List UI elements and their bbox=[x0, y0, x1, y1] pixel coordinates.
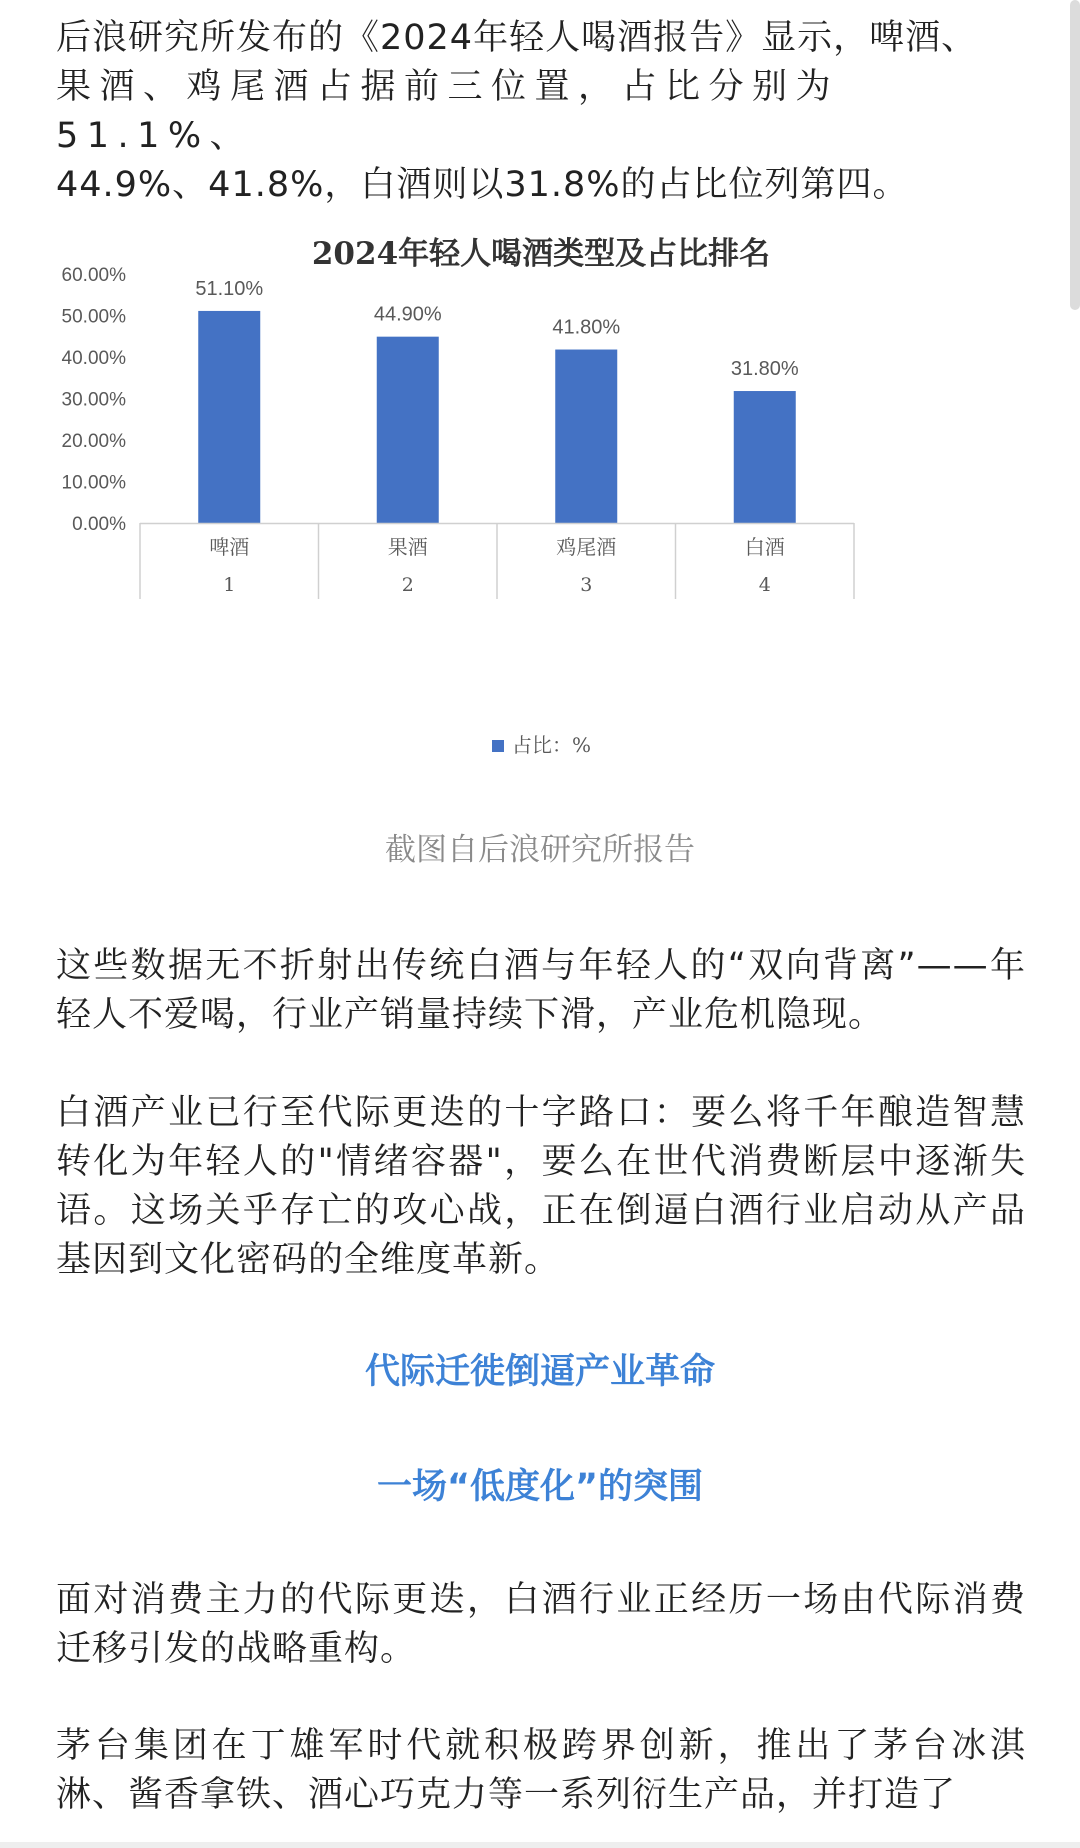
intro-line-3: 44.9%、41.8%，白酒则以31.8%的占比位列第四。 bbox=[56, 165, 909, 205]
x-rank-label: 3 bbox=[580, 574, 593, 596]
bar bbox=[555, 350, 617, 523]
chart-legend bbox=[492, 733, 591, 757]
intro-line-2: 果酒、鸡尾酒占据前三位置，占比分别为51.1%、 bbox=[56, 67, 840, 156]
x-category-label: 啤酒 bbox=[209, 535, 250, 559]
bar-chart bbox=[56, 220, 1026, 780]
x-category-label: 果酒 bbox=[387, 535, 428, 559]
y-tick-label: 60.00% bbox=[61, 265, 126, 286]
bar bbox=[198, 311, 260, 523]
legend-label: 占比：% bbox=[512, 733, 592, 757]
section-heading-1: 代际迁徙倒逼产业革命 bbox=[364, 1352, 715, 1392]
paragraph-2: 这些数据无不折射出传统白酒与年轻人的“双向背离”——年轻人不爱喝，行业产销量持续下滑，产业危机隐现。 bbox=[56, 946, 1026, 1035]
bars bbox=[198, 311, 796, 523]
x-rank-label: 2 bbox=[401, 574, 414, 596]
bar-value-label: 31.80% bbox=[730, 358, 799, 381]
bar-chart-figure bbox=[56, 220, 1026, 780]
y-tick-label: 30.00% bbox=[61, 389, 126, 411]
section-heading-2: 一场“低度化”的突围 bbox=[376, 1467, 703, 1507]
y-tick-label: 0.00% bbox=[72, 514, 126, 535]
x-axis bbox=[140, 523, 854, 599]
chart-title: 2024年轻人喝酒类型及占比排名 bbox=[311, 236, 771, 272]
x-category-label: 鸡尾酒 bbox=[556, 535, 617, 559]
bar bbox=[377, 337, 439, 523]
y-tick-label: 10.00% bbox=[61, 472, 126, 494]
paragraph-3: 白酒产业已行至代际更迭的十字路口：要么将千年酿造智慧转化为年轻人的"情绪容器"，要么在世代消费断层中逐渐失语。这场关乎存亡的攻心战，正在倒逼白酒行业启动从产品基因到文化密码的全维度革新。 bbox=[56, 1093, 1026, 1280]
y-tick-label: 50.00% bbox=[61, 306, 126, 328]
intro-paragraph bbox=[56, 14, 1026, 210]
bar bbox=[734, 391, 796, 523]
intro-line-1: 后浪研究所发布的《2024年轻人喝酒报告》显示，啤酒、 bbox=[56, 18, 978, 58]
scrollbar[interactable] bbox=[1070, 0, 1080, 310]
bar-value-label: 51.10% bbox=[195, 277, 264, 300]
bottom-edge bbox=[0, 1842, 1080, 1848]
figure-caption: 截图自后浪研究所报告 bbox=[385, 832, 695, 868]
legend-swatch bbox=[492, 740, 504, 752]
y-tick-label: 20.00% bbox=[61, 431, 126, 452]
x-rank-label: 1 bbox=[223, 574, 236, 596]
x-rank-label: 4 bbox=[758, 574, 771, 596]
y-axis bbox=[62, 265, 127, 535]
x-category-label: 白酒 bbox=[744, 535, 785, 559]
data-labels bbox=[195, 278, 799, 380]
paragraph-4: 面对消费主力的代际更迭，白酒行业正经历一场由代际消费迁移引发的战略重构。 bbox=[56, 1580, 1026, 1669]
bar-value-label: 44.90% bbox=[373, 303, 442, 326]
paragraph-5: 茅台集团在丁雄军时代就积极跨界创新，推出了茅台冰淇淋、酱香拿铁、酒心巧克力等一系列衍生产品，并打造了 bbox=[56, 1726, 1026, 1815]
bar-value-label: 41.80% bbox=[552, 316, 621, 339]
y-tick-label: 40.00% bbox=[61, 348, 126, 369]
